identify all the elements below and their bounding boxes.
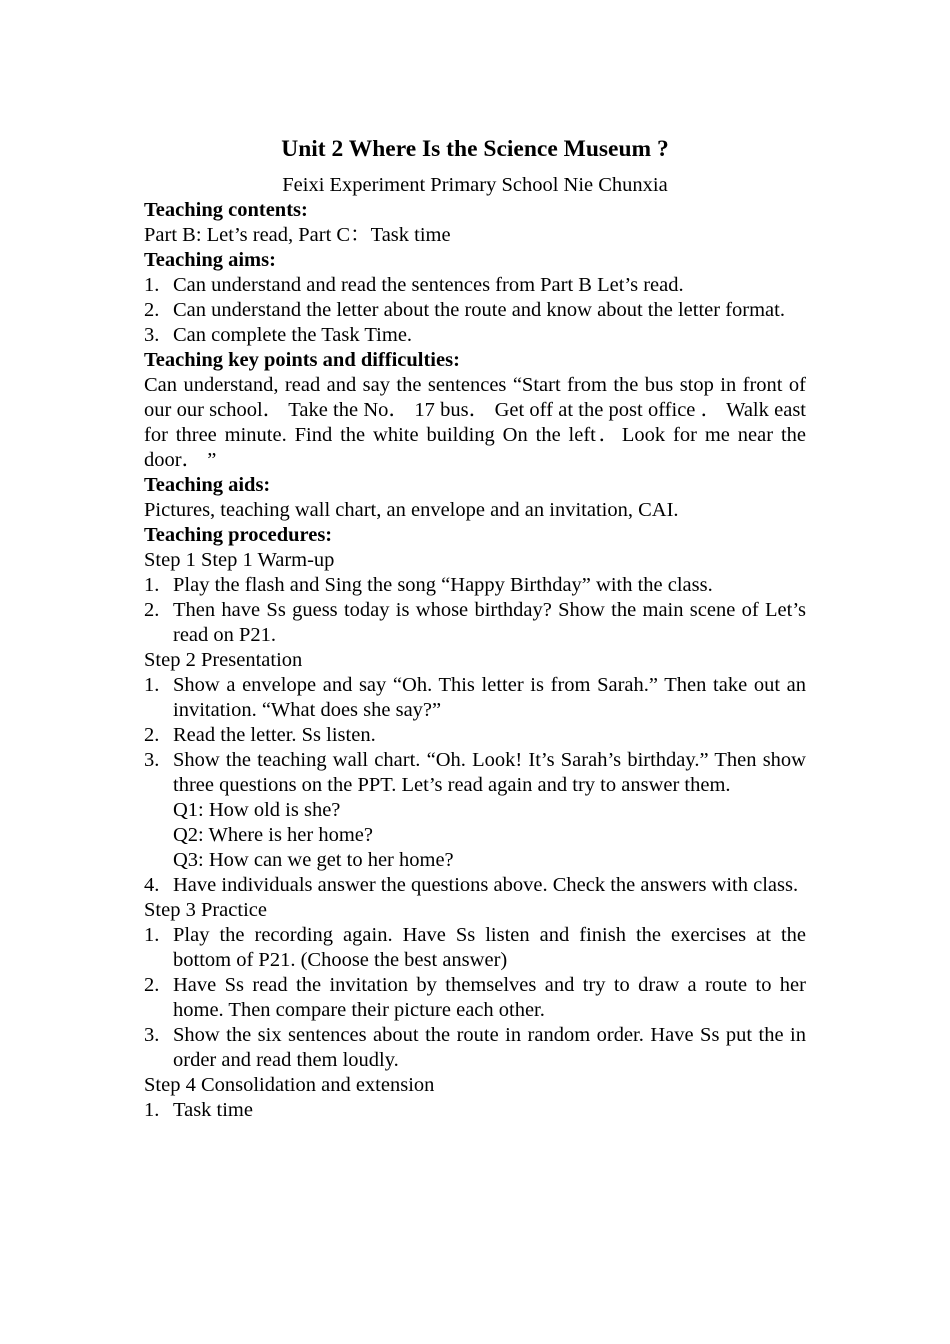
- list-text: Show the six sentences about the route in random order. Have Ss put the in order and read them loudly.: [173, 1024, 806, 1071]
- list-text: Read the letter. Ss listen.: [173, 724, 376, 746]
- list-text: Show the teaching wall chart. “Oh. Look! It’s Sarah’s birthday.” Then show three questions on the PPT. Let’s read again and try to answer them.: [173, 749, 806, 796]
- list-text: Can understand the letter about the route and know about the letter format.: [173, 299, 785, 321]
- question-1: Q1: How old is she?: [173, 799, 341, 821]
- list-item: [144, 573, 806, 598]
- list-number: 3.: [144, 749, 160, 771]
- step3-title: Step 3 Practice: [144, 899, 267, 921]
- teaching-aids-heading: Teaching aids:: [144, 474, 271, 496]
- list-item: [144, 298, 806, 323]
- list-number: 2.: [144, 724, 160, 746]
- list-item: [144, 723, 806, 748]
- list-item: [144, 323, 806, 348]
- list-number: 4.: [144, 874, 160, 896]
- question-2: Q2: Where is her home?: [173, 824, 373, 846]
- list-item: [144, 1023, 806, 1073]
- list-text: Then have Ss guess today is whose birthday? Show the main scene of Let’s read on P21.: [173, 599, 806, 646]
- list-text: Play the recording again. Have Ss listen and finish the exercises at the bottom of P21. (Choose the best answer): [173, 924, 806, 971]
- list-text: Have individuals answer the questions above. Check the answers with class.: [173, 874, 799, 896]
- step4-list: [144, 1098, 806, 1123]
- list-number: 1.: [144, 1099, 160, 1121]
- list-number: 3.: [144, 324, 160, 346]
- key-points-text: Can understand, read and say the sentences “Start from the bus stop in front of our our school． Take the No． 17 bus． Get off at the post office ． Walk east for three minute. Find the white building On the left．Look for me near the door． ”: [144, 374, 806, 471]
- teaching-contents-text: Part B: Let’s read, Part C：Task time: [144, 224, 451, 246]
- step3-list: [144, 923, 806, 1073]
- list-item: [144, 1098, 806, 1123]
- step2-list: [144, 673, 806, 898]
- question-3: Q3: How can we get to her home?: [173, 849, 454, 871]
- document-page: [144, 134, 806, 1123]
- list-number: 1.: [144, 924, 160, 946]
- list-item: [144, 873, 806, 898]
- teaching-contents-heading: Teaching contents:: [144, 199, 308, 221]
- step2-title: Step 2 Presentation: [144, 649, 303, 671]
- procedures-heading: Teaching procedures:: [144, 524, 333, 546]
- list-number: 3.: [144, 1024, 160, 1046]
- list-item: [144, 923, 806, 973]
- list-text: Can complete the Task Time.: [173, 324, 413, 346]
- list-number: 1.: [144, 674, 160, 696]
- list-number: 2.: [144, 974, 160, 996]
- teaching-aids-text: Pictures, teaching wall chart, an envelope and an invitation, CAI.: [144, 499, 679, 521]
- step4-title: Step 4 Consolidation and extension: [144, 1074, 435, 1096]
- teaching-aims-heading: Teaching aims:: [144, 249, 276, 271]
- list-text: Have Ss read the invitation by themselves and try to draw a route to her home. Then compare their picture each other.: [173, 974, 806, 1021]
- step1-list: [144, 573, 806, 648]
- list-text: Play the flash and Sing the song “Happy Birthday” with the class.: [173, 574, 713, 596]
- document-title: Unit 2 Where Is the Science Museum ?: [281, 136, 669, 162]
- list-item: [144, 973, 806, 1023]
- list-number: 1.: [144, 574, 160, 596]
- list-number: 1.: [144, 274, 160, 296]
- step1-title: Step 1 Step 1 Warm-up: [144, 549, 335, 571]
- document-author: Feixi Experiment Primary School Nie Chunxia: [282, 174, 668, 196]
- list-item: [144, 748, 806, 873]
- key-points-heading: Teaching key points and difficulties:: [144, 349, 460, 371]
- list-text: Show a envelope and say “Oh. This letter is from Sarah.” Then take out an invitation. “What does she say?”: [173, 674, 806, 721]
- list-number: 2.: [144, 299, 160, 321]
- teaching-aims-list: [144, 273, 806, 348]
- list-number: 2.: [144, 599, 160, 621]
- list-item: [144, 273, 806, 298]
- list-text: Can understand and read the sentences from Part B Let’s read.: [173, 274, 684, 296]
- list-item: [144, 598, 806, 648]
- list-text: Task time: [173, 1099, 253, 1121]
- list-item: [144, 673, 806, 723]
